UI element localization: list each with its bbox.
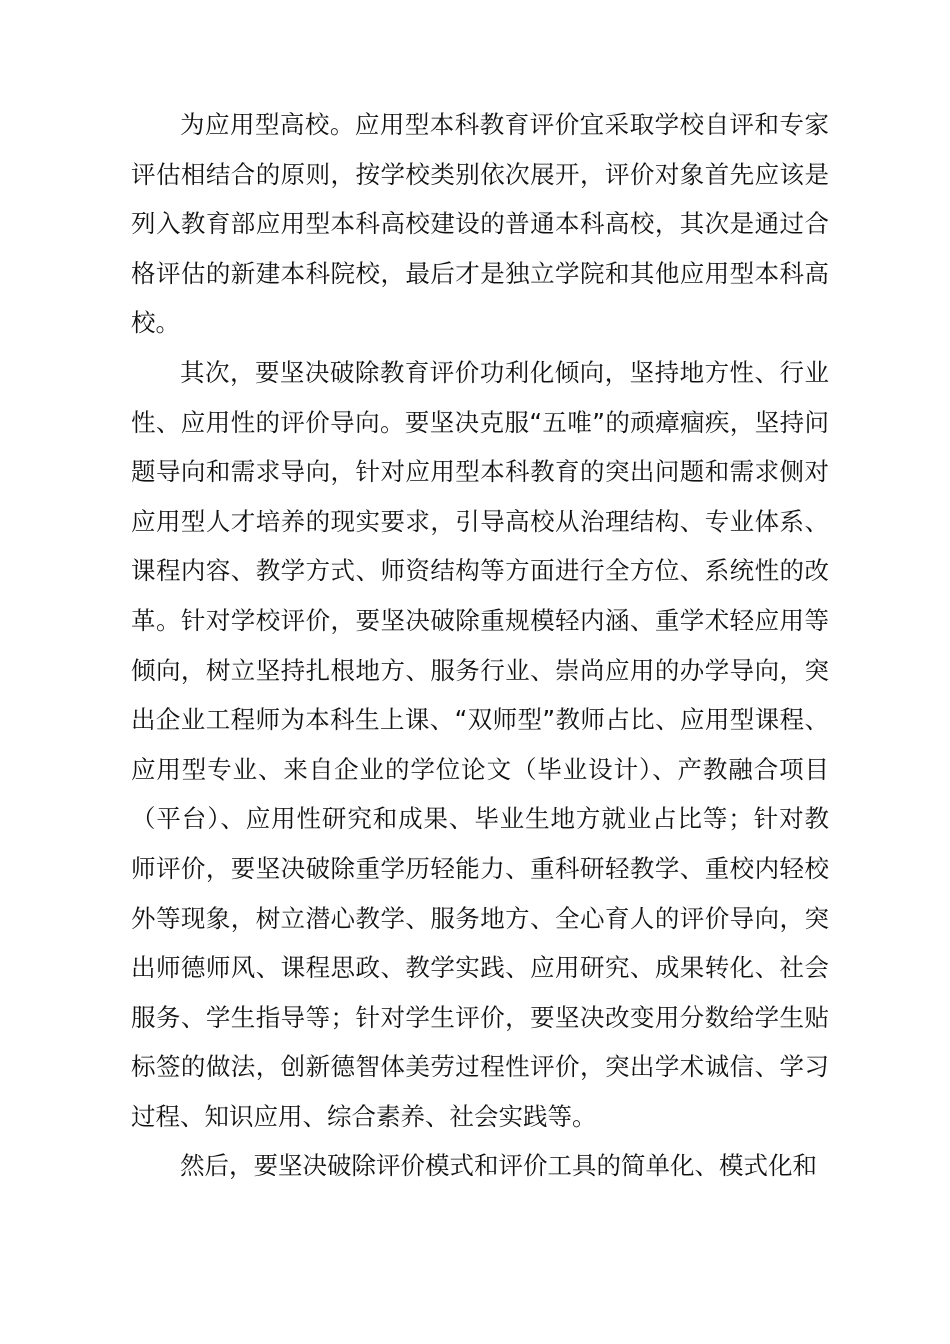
paragraph-1: 为应用型高校。应用型本科教育评价宜采取学校自评和专家评估相结合的原则，按学校类别依次展开，评价对象首先应该是列入教育部应用型本科高校建设的普通本科高校，其次是通过合格评估的新建本科院校，最后才是独立学院和其他应用型本科高校。	[131, 110, 829, 338]
paragraph-3: 然后，要坚决破除评价模式和评价工具的简单化、模式化和	[180, 1151, 817, 1181]
paragraph-2: 其次，要坚决破除教育评价功利化倾向，坚持地方性、行业性、应用性的评价导向。要坚决克服“五唯”的顽瘴痼疾，坚持问题导向和需求导向，针对应用型本科教育的突出问题和需求侧对应用型人才培养的现实要求，引导高校从治理结构、专业体系、课程内容、教学方式、师资结构等方面进行全方位、系统性的改革。针对学校评价，要坚决破除重规模轻内涵、重学术轻应用等倾向，树立坚持扎根地方、服务行业、崇尚应用的办学导向，突出企业工程师为本科生上课、“双师型”教师占比、应用型课程、应用型专业、来自企业的学位论文（毕业设计）、产教融合项目（平台）、应用性研究和成果、毕业生地方就业占比等；针对教师评价，要坚决破除重学历轻能力、重科研轻教学、重校内轻校外等现象，树立潜心教学、服务地方、全心育人的评价导向，突出师德师风、课程思政、教学实践、应用研究、成果转化、社会服务、学生指导等；针对学生评价，要坚决改变用分数给学生贴标签的做法，创新德智体美劳过程性评价，突出学术诚信、学习过程、知识应用、综合素养、社会实践等。	[131, 357, 829, 1131]
document-body	[131, 100, 829, 1191]
